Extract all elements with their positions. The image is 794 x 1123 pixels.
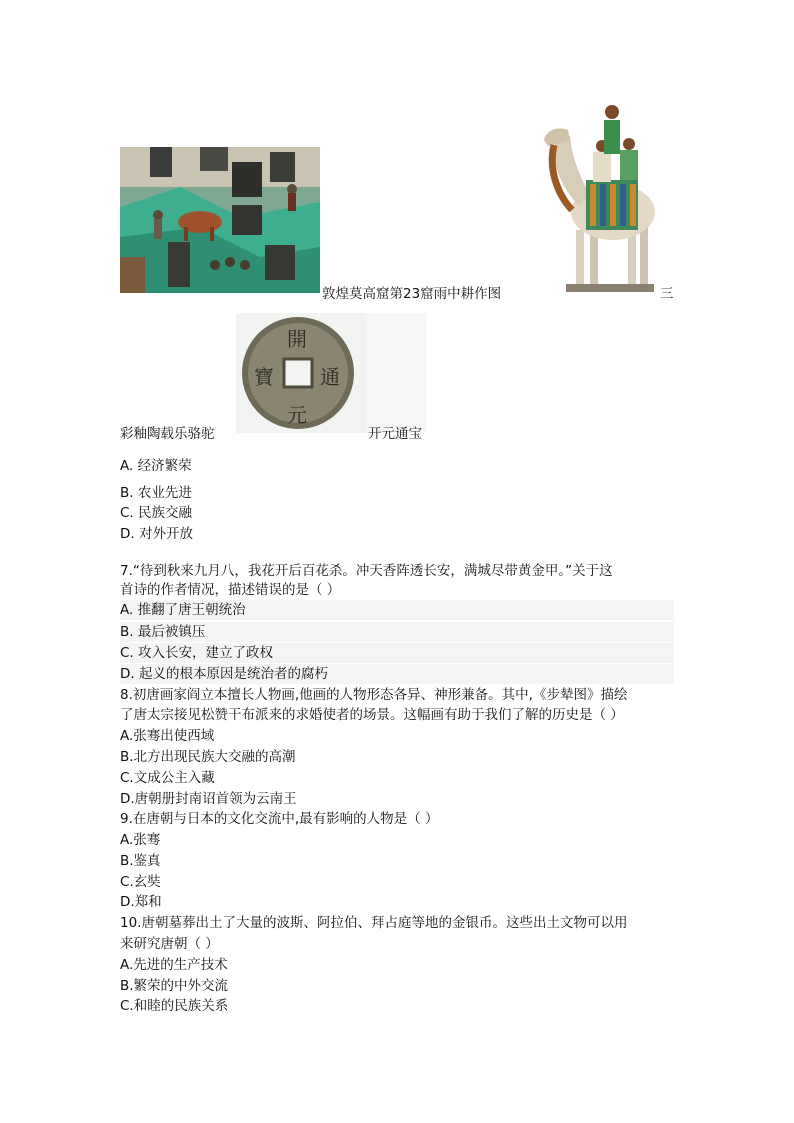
q10-stem-line2: 来研究唐朝（ ） bbox=[120, 936, 219, 952]
q8-option-d: D.唐朝册封南诏首领为云南王 bbox=[120, 791, 297, 807]
kaiyuan-coin-image bbox=[236, 313, 366, 433]
coin-image-padding bbox=[366, 313, 426, 433]
q6-option-c: C. 民族交融 bbox=[120, 505, 193, 521]
q7-option-a: A. 推翻了唐王朝统治 bbox=[120, 600, 674, 620]
mural-image bbox=[120, 147, 320, 293]
q10-option-c: C.和睦的民族关系 bbox=[120, 998, 229, 1014]
coin-char-left: 寶 bbox=[254, 365, 274, 389]
coin-caption: 开元通宝 bbox=[368, 426, 422, 442]
q6-option-d: D. 对外开放 bbox=[120, 526, 193, 542]
q9-option-b: B.鉴真 bbox=[120, 853, 161, 869]
q9-option-d: D.郑和 bbox=[120, 894, 162, 910]
trailing-char: 三 bbox=[660, 286, 674, 302]
q8-option-a: A.张骞出使西域 bbox=[120, 728, 215, 744]
q10-option-a: A.先进的生产技术 bbox=[120, 957, 228, 973]
camel-caption: 彩釉陶载乐骆驼 bbox=[120, 426, 215, 442]
q7-option-d: D. 起义的根本原因是统治者的腐朽 bbox=[120, 664, 674, 684]
q10-option-b: B.繁荣的中外交流 bbox=[120, 978, 229, 994]
q9-stem-line1: 9.在唐朝与日本的文化交流中,最有影响的人物是（ ） bbox=[120, 811, 439, 827]
q7-stem-line1: 7.“待到秋来九月八，我花开后百花杀。冲天香阵透长安，满城尽带黄金甲。”关于这 bbox=[120, 563, 613, 579]
q7-option-c: C. 攻入长安，建立了政权 bbox=[120, 643, 674, 663]
q7-option-b: B. 最后被镇压 bbox=[120, 622, 674, 642]
mural-caption: 敦煌莫高窟第23窟雨中耕作图 bbox=[322, 286, 502, 302]
q6-option-b: B. 农业先进 bbox=[120, 485, 192, 501]
q9-option-c: C.玄奘 bbox=[120, 874, 161, 890]
q9-option-a: A.张骞 bbox=[120, 832, 161, 848]
q6-option-a: A. 经济繁荣 bbox=[120, 458, 192, 474]
coin-char-top: 開 bbox=[287, 327, 307, 351]
q8-stem-line1: 8.初唐画家阎立本擅长人物画,他画的人物形态各异、神形兼备。其中,《步辇图》描绘 bbox=[120, 687, 628, 703]
q8-option-b: B.北方出现民族大交融的高潮 bbox=[120, 749, 296, 765]
q10-stem-line1: 10.唐朝墓葬出土了大量的波斯、阿拉伯、拜占庭等地的金银币。这些出土文物可以用 bbox=[120, 915, 628, 931]
q7-stem-line2: 首诗的作者情况，描述错误的是（ ） bbox=[120, 582, 341, 598]
coin-char-bottom: 元 bbox=[287, 403, 307, 427]
q8-option-c: C.文成公主入藏 bbox=[120, 770, 215, 786]
coin-char-right: 通 bbox=[320, 365, 340, 389]
q8-stem-line2: 了唐太宗接见松赞干布派来的求婚使者的场景。这幅画有助于我们了解的历史是（ ） bbox=[120, 707, 624, 723]
camel-figurine-image bbox=[538, 100, 658, 296]
